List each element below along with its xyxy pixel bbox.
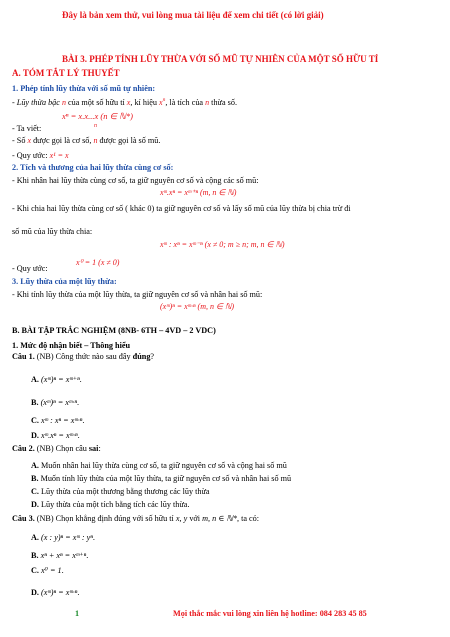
theory-2-divide: - Khi chia hai lũy thừa cùng cơ số ( khác 0) ta giữ nguyên cơ số và lấy số mũ của lũy thừa bị chia trừ đi <box>12 204 351 213</box>
level-heading: 1. Mức độ nhận biết – Thông hiểu <box>12 341 131 350</box>
question-1: Câu 1. (NB) Công thức nào sau đây đúng? <box>12 352 155 361</box>
page-number: 1 <box>75 609 80 618</box>
formula-divide: xᵐ : xⁿ = xᵐ⁻ⁿ (x ≠ 0; m ≥ n; m, n ∈ ℕ) <box>160 240 285 249</box>
q1-option-a[interactable]: A. (xᵐ)ⁿ = xᵐ⁺ⁿ. <box>31 375 82 384</box>
question-2: Câu 2. (NB) Chọn câu sai: <box>12 444 101 453</box>
theory-1-definition: - Lũy thừa bậc n của một số hữu tỉ x, kí hiệu $x^n$, là tích của n thừa số. <box>12 97 237 107</box>
q3-option-b[interactable]: B. xⁿ + xⁿ = xᵐ⁺ⁿ. <box>31 551 89 560</box>
formula-power-definition: xⁿ = x.x...x (n ∈ ℕ*) <box>62 111 134 121</box>
formula-power-of-power: (xᵐ)ⁿ = xᵐ·ⁿ (m, n ∈ ℕ) <box>160 302 235 311</box>
question-3: Câu 3. (NB) Chọn khẳng định đúng với số hữu tỉ x, y với m, n ∈ ℕ*, ta có: <box>12 514 260 523</box>
q3-option-c[interactable]: C. x⁰ = 1. <box>31 566 64 575</box>
theory-2-heading: 2. Tích và thương của hai lũy thừa cùng cơ số: <box>12 163 174 172</box>
q1-option-b[interactable]: B. (xᵐ)ⁿ = xᵐ·ⁿ. <box>31 398 79 407</box>
ta-viet-label: - Ta viết: <box>12 124 42 133</box>
theory-2-convention: - Quy ước: <box>12 264 48 273</box>
underbrace-n: n <box>94 123 97 129</box>
preview-notice: Đây là bản xem thử, vui lòng mua tài liệu để xem chi tiết (có lời giải) <box>62 10 324 20</box>
lesson-title: BÀI 3. PHÉP TÍNH LŨY THỪA VỚI SỐ MŨ TỰ NHIÊN CỦA MỘT SỐ HỮU TỈ <box>62 54 379 64</box>
formula-zero-power: x⁰ = 1 (x ≠ 0) <box>76 258 120 267</box>
theory-2-multiply: - Khi nhân hai lũy thừa cùng cơ số, ta giữ nguyên cơ số và cộng các số mũ: <box>12 176 259 185</box>
theory-3-heading: 3. Lũy thừa của một lũy thừa: <box>12 277 117 286</box>
q3-option-d[interactable]: D. (xᵐ)ⁿ = xᵐ·ⁿ. <box>31 588 80 597</box>
q1-option-d[interactable]: D. xᵐ.xⁿ = xᵐ·ⁿ. <box>31 431 80 440</box>
theory-1-base-exponent: - Số x được gọi là cơ số, n được gọi là số mũ. <box>12 136 161 145</box>
q2-option-a[interactable]: A. Muốn nhân hai lũy thừa cùng cơ số, ta giữ nguyên cơ số và cộng hai số mũ <box>31 461 287 470</box>
theory-3-rule: - Khi tính lũy thừa của một lũy thừa, ta giữ nguyên cơ số và nhân hai số mũ: <box>12 290 263 299</box>
theory-1-heading: 1. Phép tính lũy thừa với số mũ tự nhiên: <box>12 84 156 93</box>
q2-option-d[interactable]: D. Lũy thừa của một tích bằng tích các lũy thừa. <box>31 500 190 509</box>
section-b-heading: B. BÀI TẬP TRẮC NGHIỆM (8NB- 6TH – 4VD – 2 VDC) <box>12 326 216 335</box>
theory-2-divide-cont: số mũ của lũy thừa chia: <box>12 227 93 236</box>
q2-option-c[interactable]: C. Lũy thừa của một thương bằng thương các lũy thừa <box>31 487 210 496</box>
formula-multiply: xᵐ.xⁿ = xᵐ⁺ⁿ (m, n ∈ ℕ) <box>160 188 237 197</box>
q1-option-c[interactable]: C. xᵐ : xⁿ = xᵐ·ⁿ. <box>31 416 85 425</box>
hotline-footer: Mọi thắc mắc vui lòng xin liên hệ hotline: 084 283 45 85 <box>173 609 367 618</box>
section-a-heading: A. TÓM TẮT LÝ THUYẾT <box>12 68 120 78</box>
q2-option-b[interactable]: B. Muốn tính lũy thừa của một lũy thừa, ta giữ nguyên cơ số và nhân hai số mũ <box>31 474 292 483</box>
q3-option-a[interactable]: A. (x : y)ⁿ = xᵐ : yⁿ. <box>31 533 95 542</box>
theory-1-convention: - Quy ước: x¹ = x <box>12 151 69 160</box>
